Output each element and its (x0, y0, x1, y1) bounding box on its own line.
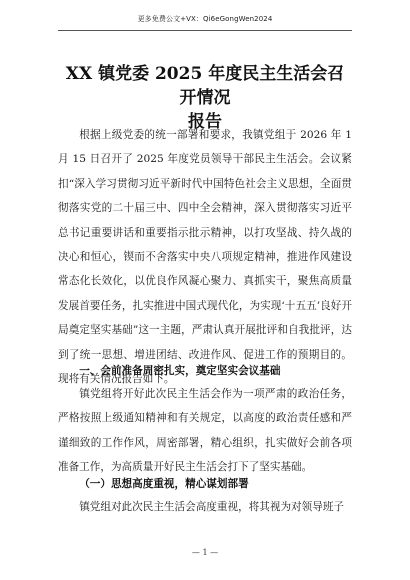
header-divider (58, 30, 352, 31)
title-line-2: 报告 (188, 112, 222, 132)
title-line-1: XX 镇党委 2025 年度民主生活会召开情况 (65, 64, 345, 108)
paragraph-intro: 根据上级党委的统一部署和要求，我镇党组于 2026 年 1 月 15 日召开了 2025 年度党员领导干部民主生活会。会议紧扣“深入学习贯彻习近平新时代中国特色社会主义思想，全面贯彻落实党的二十届三中、四中全会精神，深入贯彻落实习近平总书记重要讲话和重要指示批示精神，以打攻坚战、持久战的决心和恒心，锲而不舍落实中央八项规定精神，推进作风建设常态化长效化，以优良作风凝心聚力、真抓实干，聚焦高质量发展首要任务，扎实推进中国式现代化，为实现‘十五五’良好开局奠定坚实基础”这一主题，严肃认真开展批评和自我批评，达到了统一思想、增进团结、改进作风、促进工作的预期目的。现将有关情况报告如下。 (58, 129, 352, 386)
page-number: — 1 — (191, 548, 219, 557)
section-heading-1: 一、会前准备周密扎实，奠定坚实会议基础 (79, 365, 281, 377)
paragraph-section-1: 镇党组将开好此次民主生活会作为一项严肃的政治任务，严格按照上级通知精神和有关规定，以高度的政治责任感和严谨细致的工作作风，周密部署，精心组织，扎实做好会前各项准备工作，为高质量开好民主生活会打下了坚实基础。 (58, 388, 352, 474)
paragraph-subsection-1: 镇党组对此次民主生活会高度重视，将其视为对领导班子 (79, 501, 345, 513)
subsection-heading-1: （一）思想高度重视，精心谋划部署 (79, 478, 249, 490)
header-note: 更多免费公文+VX：Qi6eGongWen2024 (137, 15, 273, 23)
